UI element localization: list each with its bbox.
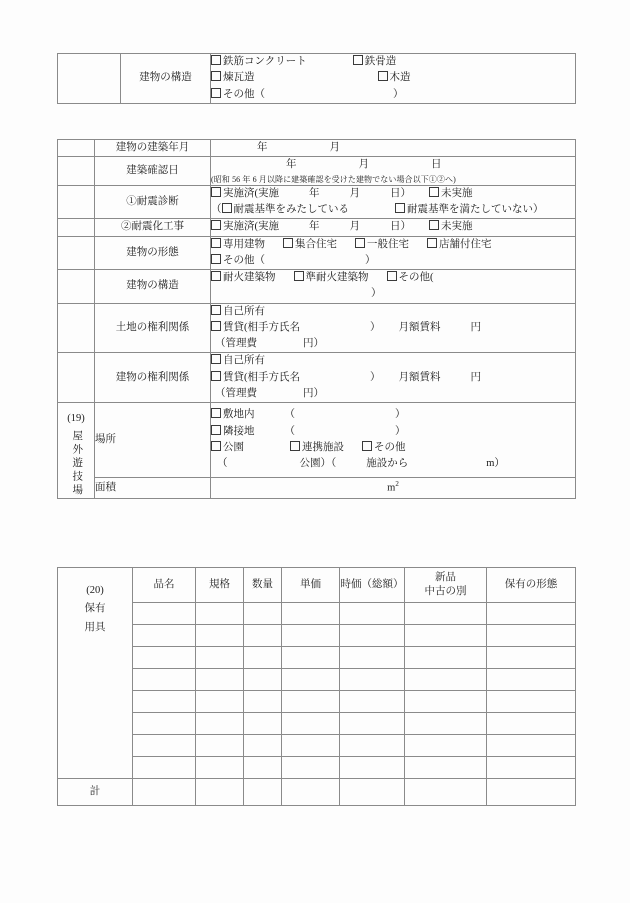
cell-market-value[interactable] <box>340 713 405 735</box>
date-line <box>211 157 575 173</box>
section19-area-value-cell[interactable] <box>211 477 576 498</box>
cell-quantity[interactable] <box>244 669 282 691</box>
option-line-2 <box>211 320 575 336</box>
checkbox-icon[interactable] <box>429 220 439 230</box>
checkbox-icon[interactable] <box>429 187 439 197</box>
paren-open: （ <box>217 458 228 470</box>
option-other[interactable] <box>362 440 406 456</box>
total-label-cell: 計 <box>58 779 133 806</box>
option-label: 店舗付住宅 <box>439 238 492 250</box>
cell-item-name[interactable] <box>133 735 196 757</box>
cell-item-name[interactable] <box>133 757 196 779</box>
option-shop-attached-housing[interactable] <box>427 237 492 253</box>
cell-new-or-used[interactable] <box>405 757 487 779</box>
cell-spec[interactable] <box>196 757 244 779</box>
cell-unit-price[interactable] <box>282 713 340 735</box>
column-header-unit-price: 単価 <box>282 568 340 603</box>
park-label: 公園）（ <box>299 458 337 470</box>
option-line-4 <box>211 456 575 472</box>
section19-number: (19) <box>67 413 85 425</box>
cell-market-value[interactable] <box>340 669 405 691</box>
cell-ownership-form[interactable] <box>487 757 576 779</box>
option-line-3 <box>211 440 575 456</box>
option-retrofit-not-done[interactable] <box>429 219 473 235</box>
total-cell-new-or-used[interactable] <box>405 779 487 806</box>
year-label: 年 <box>309 187 320 199</box>
blank-label-cell <box>58 303 95 353</box>
cell-ownership-form[interactable] <box>487 713 576 735</box>
row-label-building-structure: 建物の構造 <box>121 54 211 104</box>
cell-spec[interactable] <box>196 713 244 735</box>
paren-close: ） <box>371 288 382 300</box>
option-reinforced-concrete[interactable] <box>211 54 307 70</box>
blank-label-cell <box>58 236 95 270</box>
cell-spec[interactable] <box>196 647 244 669</box>
option-label: 実施済(実施 <box>223 221 279 233</box>
table-row <box>58 691 576 713</box>
year-label: 年 <box>257 142 268 153</box>
option-line-1 <box>211 407 575 423</box>
option-label: 未実施 <box>441 187 473 199</box>
option-line-1 <box>211 54 575 70</box>
cell-market-value[interactable] <box>340 603 405 625</box>
cell-ownership-form[interactable] <box>487 603 576 625</box>
column-header-market-value: 時価（総額） <box>340 568 405 603</box>
equipment-section-label-cell <box>58 568 133 779</box>
checkbox-icon[interactable] <box>211 55 221 65</box>
area-unit-superscript: 2 <box>395 479 399 488</box>
option-leased[interactable] <box>211 370 300 386</box>
row-label-place: 場所 <box>95 403 211 478</box>
paren-open: （ <box>254 88 265 100</box>
option-brick[interactable] <box>211 70 255 86</box>
equipment-section-number: (20) <box>86 585 104 596</box>
cell-new-or-used[interactable] <box>405 735 487 757</box>
cell-market-value[interactable] <box>340 735 405 757</box>
equipment-section-label-wrap <box>58 568 132 637</box>
monthly-rent-label: 月額賃料 <box>398 371 441 383</box>
year-label: 年 <box>286 159 297 171</box>
option-line-2 <box>211 70 575 86</box>
month-label: 月 <box>358 159 369 171</box>
blank-label-cell <box>58 353 95 403</box>
yen-label: 円） <box>303 387 324 399</box>
option-label: 鉄筋コンクリート <box>223 56 307 67</box>
column-header-item-name: 品名 <box>133 568 196 603</box>
option-leased[interactable] <box>211 320 300 336</box>
paren-close: ） <box>370 321 381 333</box>
cell-unit-price[interactable] <box>282 647 340 669</box>
section19-label-cell <box>58 403 95 499</box>
option-wood[interactable] <box>378 70 411 86</box>
checkbox-icon[interactable] <box>362 441 372 451</box>
option-steel-frame[interactable] <box>353 54 397 70</box>
option-line-2 <box>211 202 575 218</box>
cell-new-or-used[interactable] <box>405 713 487 735</box>
cell-item-name[interactable] <box>133 625 196 647</box>
option-label: 耐震基準を満たしていない） <box>407 203 544 215</box>
checkbox-icon[interactable] <box>211 187 221 197</box>
cell-quantity[interactable] <box>244 735 282 757</box>
table-row-section19-place <box>58 403 576 478</box>
cell-item-name[interactable] <box>133 603 196 625</box>
option-label: 鉄骨造 <box>364 56 397 67</box>
table-row-land-rights <box>58 303 576 353</box>
option-label: 煉瓦造 <box>223 72 255 84</box>
option-semi-fireproof[interactable] <box>294 270 369 286</box>
section19-place-options-cell <box>211 403 576 478</box>
day-label: 日） <box>390 221 411 233</box>
option-line-1 <box>211 353 575 369</box>
checkbox-icon[interactable] <box>211 220 221 230</box>
row-label-build-confirm-date: 建築確認日 <box>95 157 211 185</box>
table-row <box>58 757 576 779</box>
checkbox-icon[interactable] <box>395 203 405 213</box>
cell-quantity[interactable] <box>244 757 282 779</box>
cell-unit-price[interactable] <box>282 669 340 691</box>
cell-spec[interactable] <box>196 625 244 647</box>
option-label: 未実施 <box>441 221 473 233</box>
option-label: 隣接地 <box>223 425 255 437</box>
option-label: 集合住宅 <box>295 238 337 250</box>
cell-ownership-form[interactable] <box>487 625 576 647</box>
cell-spec[interactable] <box>196 691 244 713</box>
seismic-diagnosis-options-cell <box>211 185 576 219</box>
paren-open: （ <box>284 409 295 421</box>
blank-label-cell <box>58 157 95 185</box>
checkbox-icon[interactable] <box>211 425 221 435</box>
table-row-building-structure <box>58 270 576 304</box>
building-rights-options-cell <box>211 353 576 403</box>
paren-open: （ <box>284 425 295 437</box>
section19-vertical-label: 屋外遊技場 <box>71 430 83 498</box>
checkbox-icon[interactable] <box>211 354 221 364</box>
month-label: 月 <box>329 142 340 153</box>
cell-spec[interactable] <box>196 735 244 757</box>
checkbox-icon[interactable] <box>211 441 221 451</box>
cell-ownership-form[interactable] <box>487 647 576 669</box>
option-label: 自己所有 <box>223 305 265 317</box>
row-label-building-rights: 建物の権利関係 <box>95 353 211 403</box>
checkbox-icon[interactable] <box>427 238 437 248</box>
total-cell-spec[interactable] <box>196 779 244 806</box>
option-label: その他( <box>398 272 434 284</box>
table-row-building-form <box>58 236 576 270</box>
column-header-new-or-used <box>405 568 487 603</box>
table-row-building-rights <box>58 353 576 403</box>
option-label: 敷地内 <box>223 409 255 421</box>
total-cell-quantity[interactable] <box>244 779 282 806</box>
option-label: 賃貸(相手方氏名 <box>223 371 300 383</box>
cell-item-name[interactable] <box>133 647 196 669</box>
option-line-1 <box>211 237 575 253</box>
section19-vertical-label-wrap <box>58 403 94 498</box>
building-structure-options-cell <box>211 54 576 104</box>
land-rights-options-cell <box>211 303 576 353</box>
year-label: 年 <box>309 221 320 233</box>
option-park[interactable] <box>211 440 244 456</box>
table-row-seismic-diagnosis <box>58 185 576 219</box>
option-label: その他 <box>374 441 406 453</box>
table-row-build-confirm-date <box>58 157 576 185</box>
cell-spec[interactable] <box>196 669 244 691</box>
cell-new-or-used[interactable] <box>405 603 487 625</box>
table-row <box>58 625 576 647</box>
cell-new-or-used[interactable] <box>405 669 487 691</box>
checkbox-icon[interactable] <box>211 408 221 418</box>
checkbox-icon[interactable] <box>211 88 221 98</box>
header-new-line1: 新品 <box>435 571 456 583</box>
option-other[interactable] <box>211 253 255 269</box>
option-label: 連携施設 <box>302 441 344 453</box>
paren-close: ） <box>395 425 406 437</box>
paren-open: （ <box>211 203 222 215</box>
day-label: 日 <box>431 159 442 171</box>
cell-market-value[interactable] <box>340 757 405 779</box>
cell-new-or-used[interactable] <box>405 625 487 647</box>
paren-close: ） <box>393 88 404 100</box>
option-label: 耐火建築物 <box>223 272 276 284</box>
seismic-retrofit-options-cell <box>211 219 576 236</box>
build-confirm-date-value-cell[interactable] <box>211 157 576 185</box>
management-fee-label: （管理費 <box>215 338 257 350</box>
checkbox-icon[interactable] <box>378 71 388 81</box>
option-label: 実施済(実施 <box>223 187 279 199</box>
equipment-section-label-line1: 保有 <box>84 603 106 615</box>
option-line-2 <box>211 424 575 440</box>
option-general-housing[interactable] <box>355 237 409 253</box>
option-diagnosis-not-done[interactable] <box>429 186 473 202</box>
total-cell-market-value[interactable] <box>340 779 405 806</box>
paren-close: ） <box>370 371 381 383</box>
checkbox-icon[interactable] <box>222 203 232 213</box>
row-label-building-form: 建物の形態 <box>95 236 211 270</box>
cell-spec[interactable] <box>196 603 244 625</box>
option-meets-standard[interactable] <box>222 202 350 218</box>
cell-unit-price[interactable] <box>282 691 340 713</box>
blank-label-cell <box>58 54 121 104</box>
cell-quantity[interactable] <box>244 713 282 735</box>
option-other[interactable] <box>387 270 434 286</box>
option-label: その他 <box>223 88 255 100</box>
table-row-section19-area <box>58 477 576 498</box>
option-label: 自己所有 <box>223 355 265 367</box>
option-line-3 <box>211 87 575 103</box>
option-retrofit-done[interactable] <box>211 219 279 235</box>
month-label: 月 <box>349 221 360 233</box>
cell-new-or-used[interactable] <box>405 691 487 713</box>
cell-quantity[interactable] <box>244 625 282 647</box>
cell-market-value[interactable] <box>340 647 405 669</box>
row-label-land-rights: 土地の権利関係 <box>95 303 211 353</box>
cell-market-value[interactable] <box>340 625 405 647</box>
checkbox-icon[interactable] <box>211 305 221 315</box>
checkbox-icon[interactable] <box>211 271 221 281</box>
blank-label-cell <box>58 219 95 236</box>
cell-item-name[interactable] <box>133 669 196 691</box>
blank-label-cell <box>58 185 95 219</box>
checkbox-icon[interactable] <box>294 271 304 281</box>
day-label: 日） <box>390 187 411 199</box>
option-diagnosis-done[interactable] <box>211 186 279 202</box>
equipment-table <box>57 567 576 806</box>
option-adjacent-land[interactable] <box>211 424 255 440</box>
table-row <box>58 669 576 691</box>
cell-quantity[interactable] <box>244 603 282 625</box>
option-line-3 <box>211 336 575 352</box>
table-row <box>58 713 576 735</box>
paren-close: ） <box>395 409 406 421</box>
checkbox-icon[interactable] <box>211 321 221 331</box>
table-row-seismic-retrofit <box>58 219 576 236</box>
option-other[interactable] <box>211 87 255 103</box>
option-label: 一般住宅 <box>367 238 409 250</box>
option-self-owned[interactable] <box>211 353 265 369</box>
cell-unit-price[interactable] <box>282 735 340 757</box>
yen-label: 円 <box>470 321 481 333</box>
row-label-seismic-retrofit: ②耐震化工事 <box>95 219 211 236</box>
checkbox-icon[interactable] <box>211 371 221 381</box>
cell-quantity[interactable] <box>244 647 282 669</box>
option-label: 賃貸(相手方氏名 <box>223 321 300 333</box>
cell-item-name[interactable] <box>133 713 196 735</box>
checkbox-icon[interactable] <box>211 238 221 248</box>
total-cell-unit-price[interactable] <box>282 779 340 806</box>
table-row <box>58 735 576 757</box>
building-structure-options-cell-2 <box>211 270 576 304</box>
option-line-1 <box>211 186 575 202</box>
option-label: 耐震基準をみたしている <box>233 203 349 215</box>
checkbox-icon[interactable] <box>355 238 365 248</box>
option-not-meets-standard[interactable] <box>395 202 544 218</box>
row-label-building-structure-2: 建物の構造 <box>95 270 211 304</box>
blank-label-cell <box>58 270 95 304</box>
option-label: その他 <box>223 254 255 266</box>
management-fee-label: （管理費 <box>215 387 257 399</box>
table-row <box>58 647 576 669</box>
equipment-total-row <box>58 779 576 806</box>
building-form-options-cell <box>211 236 576 270</box>
option-label: 木造 <box>389 72 411 84</box>
row-label-build-year-month: 建物の建築年月 <box>95 140 211 157</box>
option-label: 公園 <box>223 441 244 453</box>
option-on-site[interactable] <box>211 407 255 423</box>
header-new-line2: 中古の別 <box>424 586 467 597</box>
cell-unit-price[interactable] <box>282 757 340 779</box>
table-row-build-year-month <box>58 140 576 157</box>
checkbox-icon[interactable] <box>290 441 300 451</box>
cell-quantity[interactable] <box>244 691 282 713</box>
cell-ownership-form[interactable] <box>487 669 576 691</box>
option-dedicated-building[interactable] <box>211 237 265 253</box>
building-details-table <box>57 139 576 499</box>
option-fireproof[interactable] <box>211 270 276 286</box>
blank-label-cell <box>58 140 95 157</box>
paren-open: （ <box>254 254 265 266</box>
checkbox-icon[interactable] <box>353 55 363 65</box>
build-confirm-note: (昭和 56 年 6 月以降に建築確認を受けた建物でない場合以下①②へ) <box>211 174 456 184</box>
yen-label: 円 <box>470 371 481 383</box>
row-label-area: 面積 <box>95 477 211 498</box>
meter-label: m） <box>486 458 505 470</box>
option-line-2 <box>211 370 575 386</box>
column-header-spec: 規格 <box>196 568 244 603</box>
cell-market-value[interactable] <box>340 691 405 713</box>
total-cell-item-name[interactable] <box>133 779 196 806</box>
cell-unit-price[interactable] <box>282 625 340 647</box>
building-structure-table <box>57 53 576 104</box>
option-self-owned[interactable] <box>211 304 265 320</box>
table-row <box>58 54 576 104</box>
option-line-3 <box>211 386 575 402</box>
cell-unit-price[interactable] <box>282 603 340 625</box>
total-cell-ownership-form[interactable] <box>487 779 576 806</box>
cell-ownership-form[interactable] <box>487 691 576 713</box>
column-header-ownership-form: 保有の形態 <box>487 568 576 603</box>
equipment-header-row <box>58 568 576 603</box>
checkbox-icon[interactable] <box>387 271 397 281</box>
monthly-rent-label: 月額賃料 <box>398 321 441 333</box>
facility-label: 施設から <box>366 458 409 470</box>
checkbox-icon[interactable] <box>211 254 221 264</box>
row-label-seismic-diagnosis: ①耐震診断 <box>95 185 211 219</box>
option-line-1 <box>211 304 575 320</box>
column-header-quantity: 数量 <box>244 568 282 603</box>
month-label: 月 <box>349 187 360 199</box>
option-label: 専用建物 <box>223 238 265 250</box>
cell-item-name[interactable] <box>133 691 196 713</box>
option-line-2 <box>211 253 575 269</box>
option-label: 準耐火建築物 <box>305 272 369 284</box>
cell-ownership-form[interactable] <box>487 735 576 757</box>
area-unit: m <box>387 482 396 494</box>
yen-label: 円） <box>303 338 324 350</box>
table-row <box>58 603 576 625</box>
equipment-section-label-line2: 用具 <box>84 621 106 633</box>
paren-close: ） <box>365 254 376 266</box>
cell-new-or-used[interactable] <box>405 647 487 669</box>
checkbox-icon[interactable] <box>283 238 293 248</box>
build-year-month-value-cell[interactable] <box>211 140 576 157</box>
option-partner-facility[interactable] <box>290 440 344 456</box>
option-collective-housing[interactable] <box>283 237 337 253</box>
checkbox-icon[interactable] <box>211 71 221 81</box>
